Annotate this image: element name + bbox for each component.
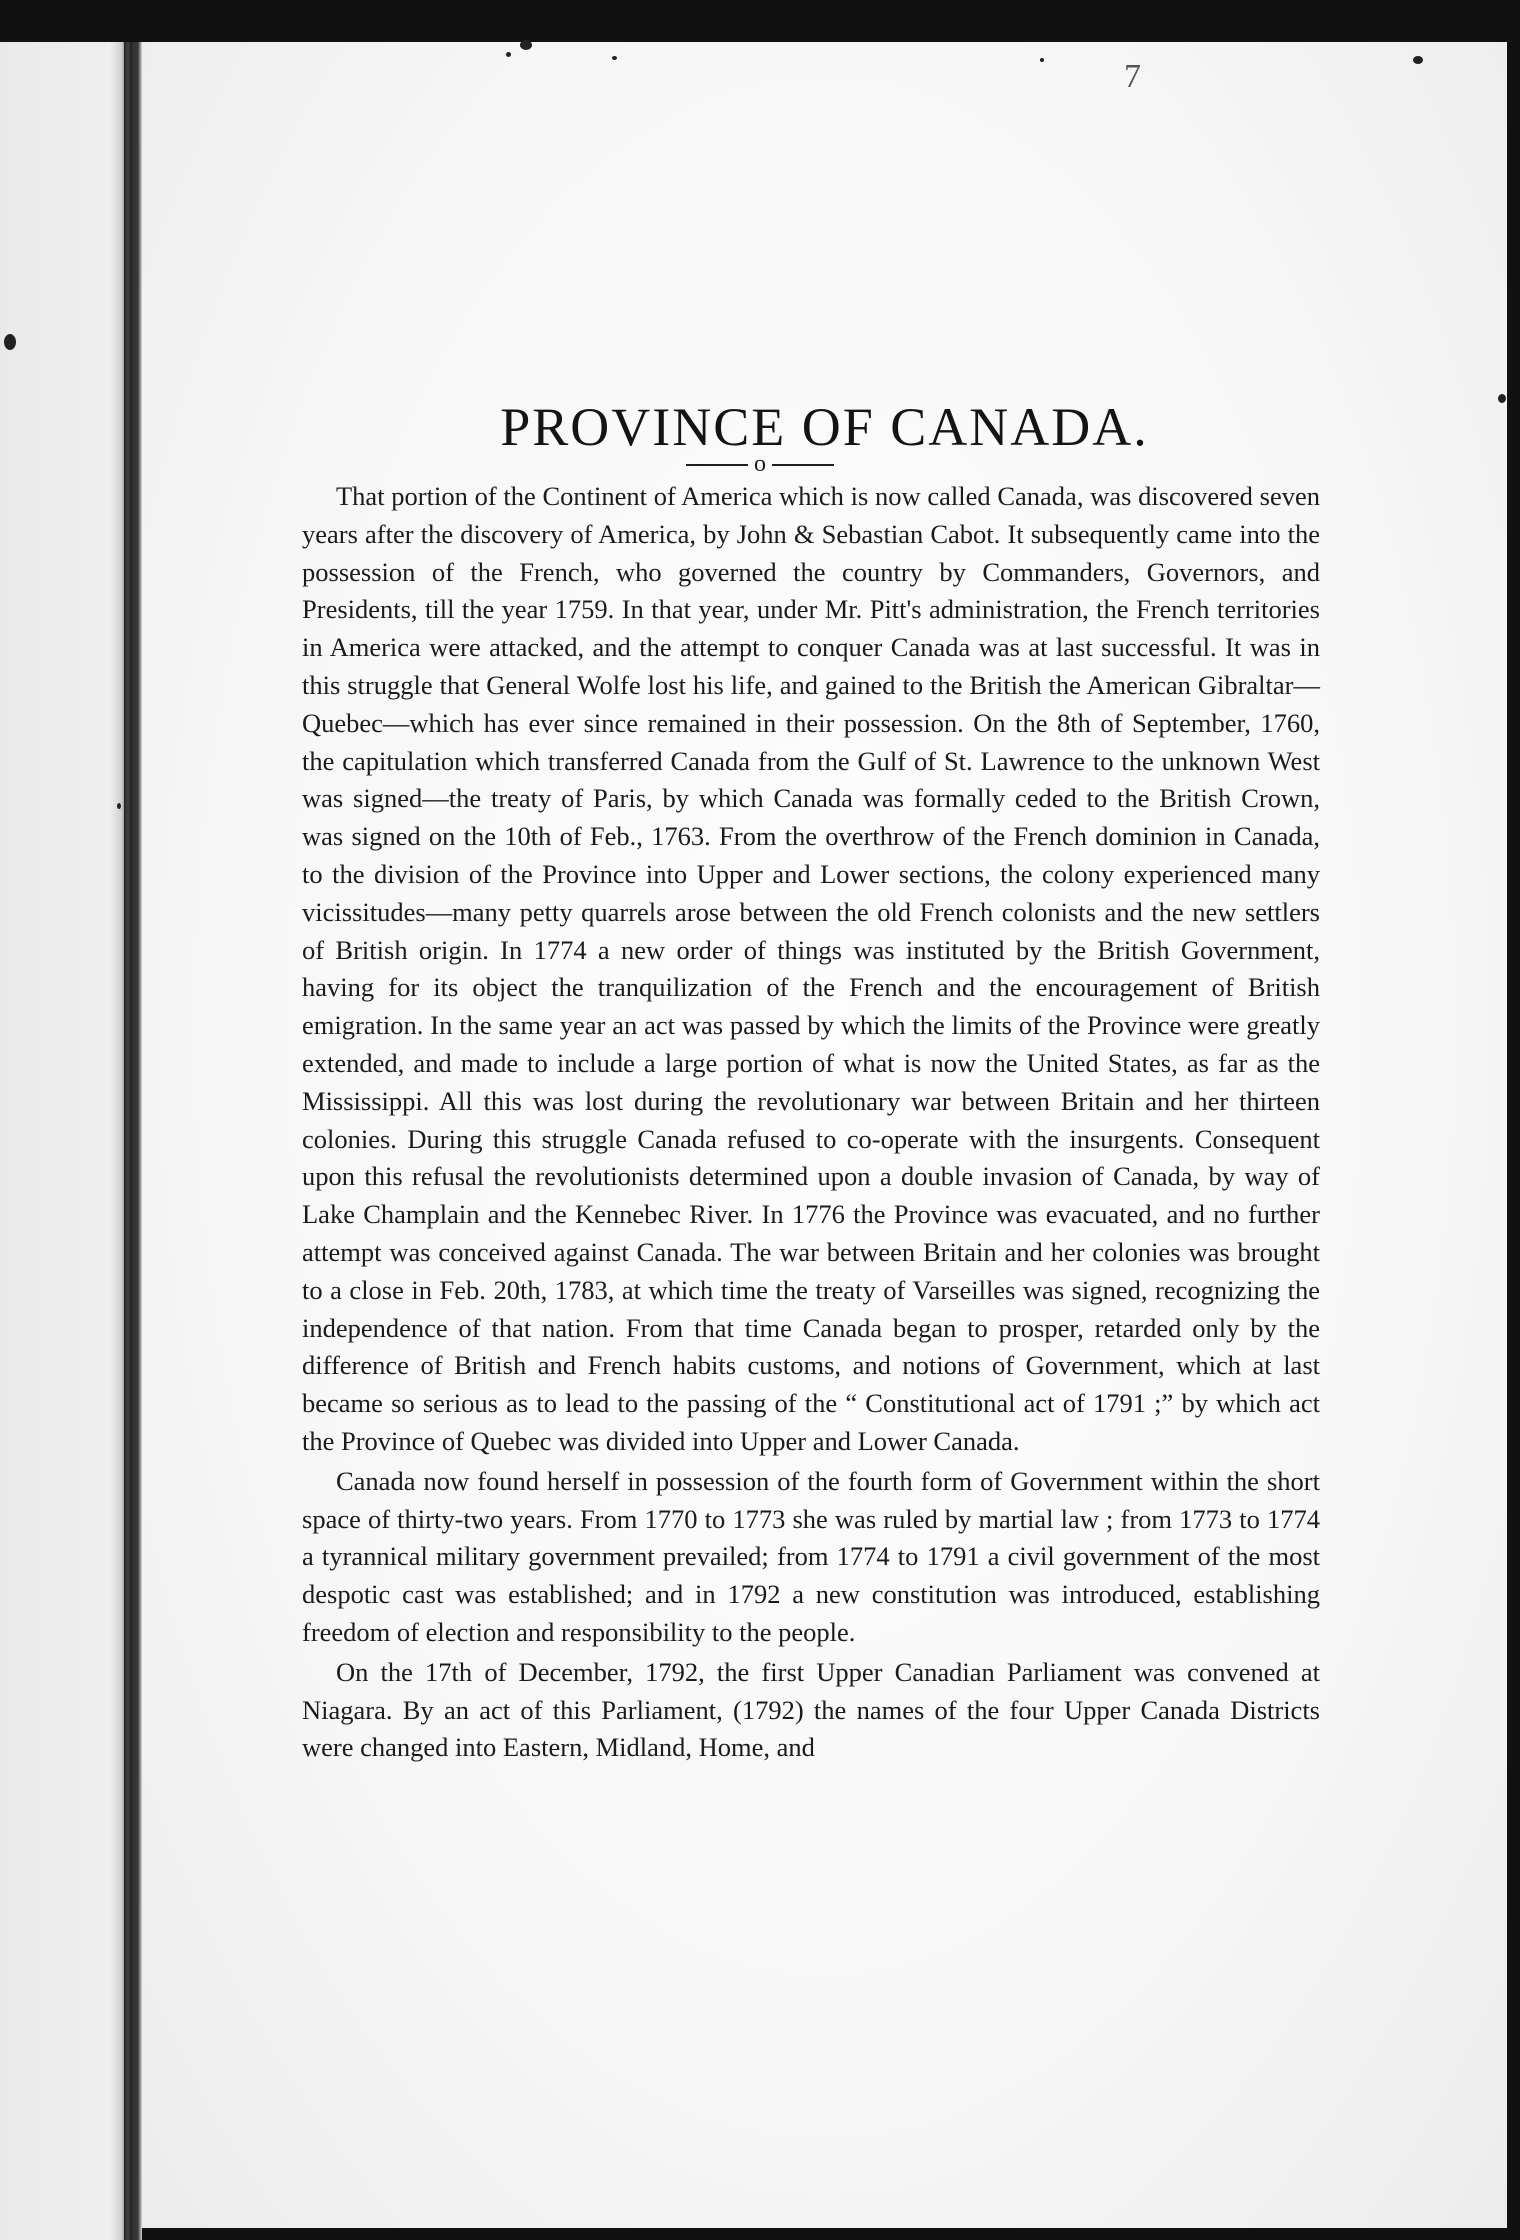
page-title: PROVINCE OF CANADA. <box>500 397 1149 457</box>
scan-speck <box>1040 58 1044 62</box>
scan-speck <box>506 52 511 57</box>
scan-speck <box>4 334 16 350</box>
handwritten-page-mark: 7 <box>1124 58 1141 95</box>
scan-speck <box>612 56 617 60</box>
scan-bottom-border <box>142 2228 1507 2240</box>
scan-binding-crease <box>124 42 132 2240</box>
scan-speck <box>1413 56 1423 64</box>
scan-top-border <box>0 0 1520 42</box>
paragraph-1: That portion of the Continent of America which is now called Canada, was discovered seven years after the discovery of America, by John & Sebastian Cabot. It subsequently came into the possession of the French, who governed the country by Commanders, Governors, and Presidents, till the year 1759. In that year, under Mr. Pitt's administration, the French territories in America were attacked, and the attempt to conquer Canada was at last successful. It was in this struggle that General Wolfe lost his life, and gained to the British the American Gibraltar—Quebec—which has ever since remained in their possession. On the 8th of September, 1760, the capitulation which transferred Canada from the Gulf of St. Lawrence to the unknown West was signed—the treaty of Paris, by which Canada was formally ceded to the British Crown, was signed on the 10th of Feb., 1763. From the overthrow of the French dominion in Canada, to the division of the Province into Upper and Lower sections, the colony experienced many vicissitudes—many petty quarrels arose between the old French colonists and the new settlers of British origin. In 1774 a new order of things was instituted by the British Government, having for its object the tranquilization of the French and the encouragement of British emigration. In the same year an act was passed by which the limits of the Province were greatly extended, and made to include a large portion of what is now the United States, as far as the Mississippi. All this was lost during the revolutionary war between Britain and her thirteen colonies. During this struggle Canada refused to co-operate with the insurgents. Consequent upon this refusal the revolutionists determined upon a double invasion of Canada, by way of Lake Champlain and the Kennebec River. In 1776 the Province was evacuated, and no further attempt was conceived against Canada. The war between Britain and her colonies was brought to a close in Feb. 20th, 1783, at which time the treaty of Varseilles was signed, recognizing the independence of that nation. From that time Canada began to prosper, retarded only by the difference of British and French habits customs, and notions of Government, which at last became so serious as to lead to the passing of the “ Constitutional act of 1791 ;” by which act the Province of Quebec was divided into Upper and Lower Canada. <box>302 481 1320 1456</box>
scan-speck <box>520 40 532 50</box>
ornament-rule-left <box>686 464 748 466</box>
scan-speck <box>117 803 121 809</box>
title-ornament <box>0 452 1520 476</box>
ornament-rule-right <box>772 464 834 466</box>
ornament-mark: o <box>754 451 766 477</box>
scan-left-page-edge <box>0 42 142 2240</box>
paragraph-3: On the 17th of December, 1792, the first Upper Canadian Parliament was convened at Niagara. By an act of this Parliament, (1792) the names of the four Upper Canada Districts were changed into Eastern, Midland, Home, and <box>302 1656 1320 1763</box>
scan-right-border <box>1507 42 1520 2240</box>
document-body <box>302 478 1320 1767</box>
paragraph-2: Canada now found herself in possession of the fourth form of Government within the short space of thirty-two years. From 1770 to 1773 she was ruled by martial law ; from 1773 to 1774 a tyrannical military government prevailed; from 1774 to 1791 a civil government of the most despotic cast was established; and in 1792 a new constitution was introduced, establishing freedom of election and responsibility to the people. <box>302 1465 1320 1647</box>
